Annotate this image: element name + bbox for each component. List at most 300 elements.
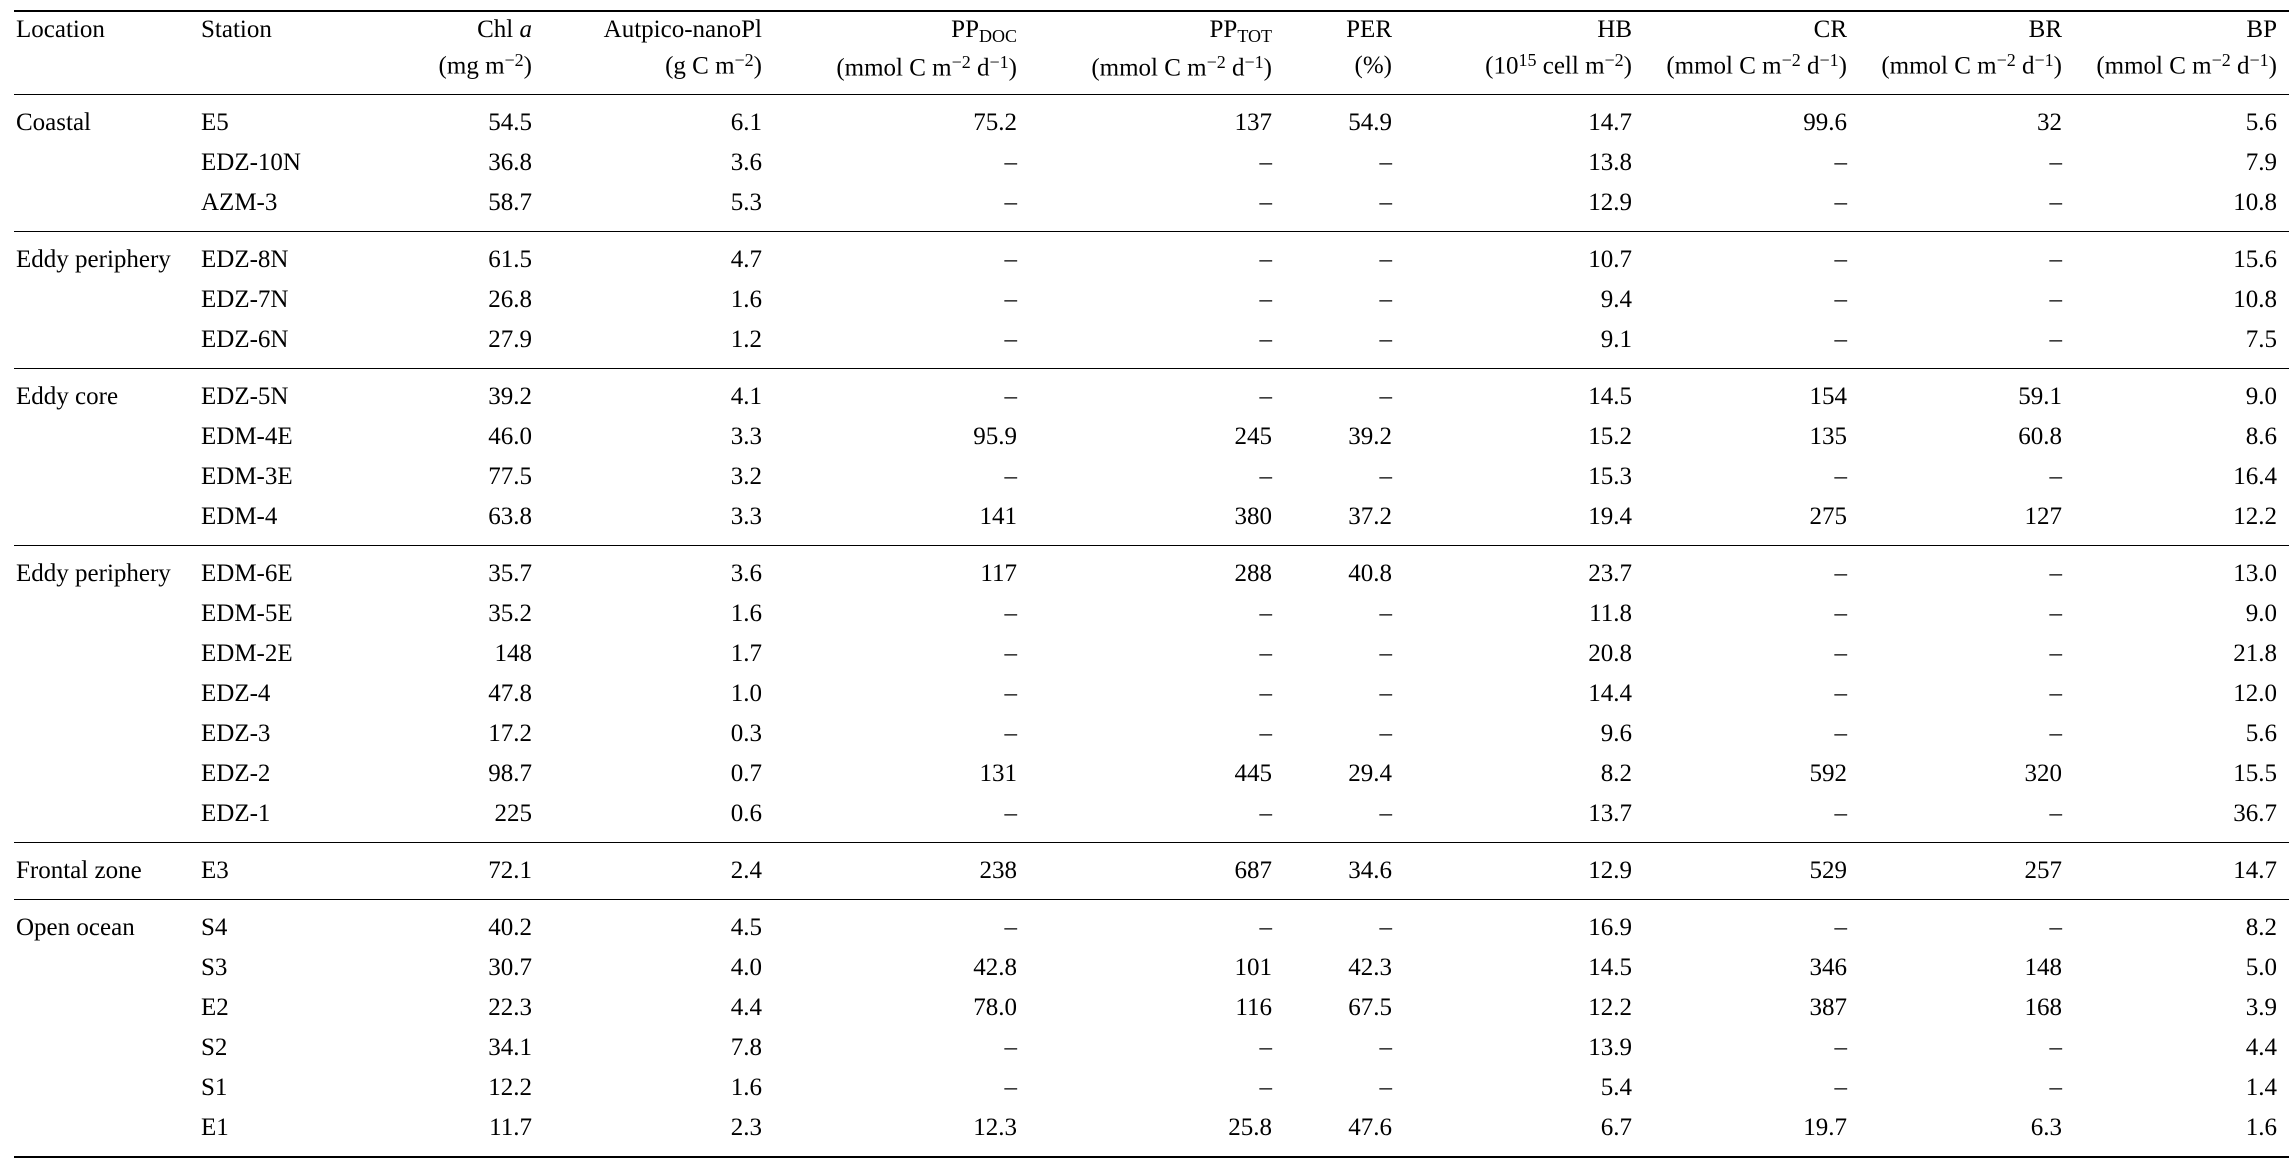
cell-pptot: – (1259, 148, 1272, 176)
cell-pptot: 25.8 (1228, 1113, 1272, 1141)
cell-bp: 5.6 (2074, 94, 2289, 143)
cell-pptot: – (1259, 639, 1272, 667)
cell-hb: 6.7 (1600, 1113, 1632, 1141)
cell-hb: 14.7 (1404, 94, 1644, 143)
cell-pptot: 116 (1235, 993, 1272, 1021)
cell-bp: 5.6 (2245, 719, 2277, 747)
cell-bp: 21.8 (2233, 639, 2277, 667)
cell-station: EDZ-10N (201, 148, 301, 176)
cell-br: 257 (1859, 842, 2074, 899)
cell-pptot: – (1029, 231, 1284, 280)
cell-br: – (2049, 188, 2062, 216)
cell-station: EDM-5E (201, 599, 293, 627)
cell-cr: 592 (1809, 759, 1847, 787)
cell-br: – (2049, 599, 2062, 627)
table-row (14, 368, 2289, 417)
cell-chla: 148 (494, 639, 532, 667)
cell-bp: 15.6 (2074, 231, 2289, 280)
cell-hb: 23.7 (1404, 545, 1644, 594)
cell-cr: 387 (1809, 993, 1847, 1021)
cell-chla: 26.8 (488, 285, 532, 313)
cell-chla: 12.2 (488, 1073, 532, 1101)
cell-per: 67.5 (1348, 993, 1392, 1021)
cell-bp: 7.5 (2245, 325, 2277, 353)
cell-br: 59.1 (1859, 368, 2074, 417)
cell-chla: 72.1 (359, 842, 544, 899)
cell-cr: 154 (1644, 368, 1859, 417)
cell-cr: – (1644, 545, 1859, 594)
cell-hb: 12.9 (1588, 188, 1632, 216)
cell-autpico: 2.3 (730, 1113, 762, 1141)
cell-pptot: – (1259, 679, 1272, 707)
cell-autpico: 3.6 (730, 148, 762, 176)
cell-autpico: 5.3 (730, 188, 762, 216)
table-row (14, 794, 2289, 843)
cell-cr: – (1834, 1073, 1847, 1101)
cell-autpico: 3.3 (730, 502, 762, 530)
cell-autpico: 3.2 (730, 462, 762, 490)
cell-br: 320 (2024, 759, 2062, 787)
cell-bp: 9.0 (2245, 599, 2277, 627)
cell-bp: 13.0 (2074, 545, 2289, 594)
table-row (14, 842, 2289, 899)
cell-chla: 54.5 (359, 94, 544, 143)
cell-cr: – (1834, 599, 1847, 627)
cell-ppdoc: 238 (774, 842, 1029, 899)
cell-location (14, 634, 199, 674)
cell-station: EDZ-1 (201, 799, 271, 827)
cell-chla: 17.2 (488, 719, 532, 747)
cell-ppdoc: 12.3 (973, 1113, 1017, 1141)
cell-cr: 99.6 (1644, 94, 1859, 143)
cell-hb: 5.4 (1600, 1073, 1632, 1101)
table-row (14, 948, 2289, 988)
cell-bp: 36.7 (2233, 799, 2277, 827)
cell-hb: 15.3 (1588, 462, 1632, 490)
cell-chla: 27.9 (488, 325, 532, 353)
cell-station: E2 (201, 993, 229, 1021)
cell-ppdoc: – (1004, 325, 1017, 353)
cell-bp: 8.2 (2074, 899, 2289, 948)
cell-location (14, 714, 199, 754)
column-header-pp-tot: $PP_{TOT}$ (mmol C $m^{-2}$ $d^{-1}$) (1029, 11, 1284, 94)
cell-bp: 1.6 (2245, 1113, 2277, 1141)
cell-per: 37.2 (1348, 502, 1392, 530)
table-row (14, 1028, 2289, 1068)
cell-bp: 5.0 (2245, 953, 2277, 981)
table-row (14, 988, 2289, 1028)
cell-location (14, 754, 199, 794)
cell-br: – (2049, 1073, 2062, 1101)
cell-hb: 14.5 (1588, 953, 1632, 981)
cell-ppdoc: – (1004, 148, 1017, 176)
table-header (14, 11, 2289, 94)
cell-station: S4 (199, 899, 359, 948)
cell-hb: 19.4 (1588, 502, 1632, 530)
column-header-pp-doc: $PP_{DOC}$ (mmol C $m^{-2}$ $d^{-1}$) (774, 11, 1029, 94)
cell-location (14, 320, 199, 369)
cell-per: – (1379, 599, 1392, 627)
cell-autpico: 6.1 (544, 94, 774, 143)
cell-location (14, 594, 199, 634)
cell-per: 54.9 (1284, 94, 1404, 143)
column-header-location: Location (14, 11, 199, 94)
cell-cr: 529 (1644, 842, 1859, 899)
cell-br: – (2049, 325, 2062, 353)
cell-station: S2 (201, 1033, 228, 1061)
table-row (14, 714, 2289, 754)
cell-per: – (1379, 188, 1392, 216)
cell-br: 148 (2024, 953, 2062, 981)
cell-pptot: – (1259, 462, 1272, 490)
cell-station: EDZ-6N (201, 325, 289, 353)
cell-ppdoc: – (1004, 719, 1017, 747)
cell-cr: – (1834, 188, 1847, 216)
cell-br: 32 (1859, 94, 2074, 143)
cell-cr: – (1834, 799, 1847, 827)
cell-station: E5 (199, 94, 359, 143)
cell-location (14, 1028, 199, 1068)
cell-per: 42.3 (1348, 953, 1392, 981)
cell-cr: – (1834, 325, 1847, 353)
cell-location: Frontal zone (14, 842, 199, 899)
cell-autpico: 3.6 (544, 545, 774, 594)
cell-chla: 34.1 (488, 1033, 532, 1061)
cell-station: EDZ-7N (201, 285, 289, 313)
cell-br: – (2049, 679, 2062, 707)
cell-autpico: 1.6 (730, 1073, 762, 1101)
table-row (14, 1108, 2289, 1157)
cell-location: Eddy core (14, 368, 199, 417)
cell-station: EDZ-4 (201, 679, 271, 707)
cell-ppdoc: – (774, 899, 1029, 948)
cell-chla: 39.2 (359, 368, 544, 417)
cell-location (14, 674, 199, 714)
cell-pptot: – (1259, 285, 1272, 313)
cell-pptot: – (1259, 799, 1272, 827)
cell-pptot: – (1259, 325, 1272, 353)
cell-br: 168 (2024, 993, 2062, 1021)
cell-pptot: – (1259, 599, 1272, 627)
cell-bp: 16.4 (2233, 462, 2277, 490)
cell-cr: – (1834, 285, 1847, 313)
table-row (14, 1068, 2289, 1108)
table-row (14, 594, 2289, 634)
cell-station: EDZ-5N (199, 368, 359, 417)
cell-ppdoc: 75.2 (774, 94, 1029, 143)
cell-bp: 10.8 (2233, 285, 2277, 313)
cell-hb: 13.8 (1588, 148, 1632, 176)
cell-autpico: 4.7 (544, 231, 774, 280)
table-row (14, 143, 2289, 183)
column-header-cr: CR (mmol C $m^{-2}$ $d^{-1}$) (1644, 11, 1859, 94)
cell-ppdoc: – (1004, 639, 1017, 667)
cell-ppdoc: 131 (979, 759, 1017, 787)
data-table (14, 10, 2289, 1158)
cell-ppdoc: 141 (979, 502, 1017, 530)
cell-location (14, 417, 199, 457)
cell-station: AZM-3 (201, 188, 278, 216)
cell-ppdoc: – (774, 368, 1029, 417)
cell-ppdoc: – (1004, 599, 1017, 627)
cell-bp: 8.6 (2245, 422, 2277, 450)
cell-station: EDM-3E (201, 462, 293, 490)
cell-hb: 9.4 (1600, 285, 1632, 313)
cell-chla: 46.0 (488, 422, 532, 450)
cell-hb: 9.6 (1600, 719, 1632, 747)
cell-per: – (1379, 1073, 1392, 1101)
cell-pptot: – (1259, 1033, 1272, 1061)
cell-cr: – (1644, 899, 1859, 948)
cell-chla: 63.8 (488, 502, 532, 530)
table-row (14, 457, 2289, 497)
cell-ppdoc: 78.0 (973, 993, 1017, 1021)
cell-br: 6.3 (2030, 1113, 2062, 1141)
cell-br: – (2049, 148, 2062, 176)
cell-cr: – (1834, 1033, 1847, 1061)
cell-per: – (1379, 285, 1392, 313)
table-body (14, 94, 2289, 1158)
cell-hb: 12.2 (1588, 993, 1632, 1021)
cell-br: – (2049, 285, 2062, 313)
cell-hb: 10.7 (1404, 231, 1644, 280)
cell-ppdoc: – (774, 231, 1029, 280)
cell-location (14, 1068, 199, 1108)
cell-chla: 47.8 (488, 679, 532, 707)
table-row (14, 754, 2289, 794)
cell-pptot: 137 (1029, 94, 1284, 143)
cell-bp: 1.4 (2245, 1073, 2277, 1101)
column-header-per: PER (%) (1284, 11, 1404, 94)
cell-ppdoc: – (1004, 1073, 1017, 1101)
cell-ppdoc: – (1004, 799, 1017, 827)
cell-location (14, 457, 199, 497)
cell-chla: 35.2 (488, 599, 532, 627)
cell-pptot: – (1029, 368, 1284, 417)
cell-chla: 22.3 (488, 993, 532, 1021)
cell-location: Eddy periphery (14, 231, 199, 280)
cell-cr: – (1834, 719, 1847, 747)
cell-location: Eddy periphery (14, 545, 199, 594)
cell-location (14, 1108, 199, 1157)
cell-cr: – (1834, 148, 1847, 176)
cell-cr: – (1834, 639, 1847, 667)
cell-per: – (1379, 679, 1392, 707)
cell-station: EDZ-8N (199, 231, 359, 280)
cell-bp: 15.5 (2233, 759, 2277, 787)
cell-autpico: 1.0 (730, 679, 762, 707)
cell-per: – (1284, 368, 1404, 417)
cell-hb: 11.8 (1589, 599, 1632, 627)
table-row (14, 183, 2289, 232)
table-row (14, 545, 2289, 594)
cell-autpico: 0.7 (730, 759, 762, 787)
table-row (14, 320, 2289, 369)
cell-ppdoc: – (1004, 285, 1017, 313)
cell-hb: 16.9 (1404, 899, 1644, 948)
cell-cr: – (1834, 679, 1847, 707)
cell-bp: 9.0 (2074, 368, 2289, 417)
cell-location: Open ocean (14, 899, 199, 948)
cell-station: S3 (201, 953, 228, 981)
cell-br: – (2049, 799, 2062, 827)
cell-station: EDZ-2 (201, 759, 271, 787)
cell-per: 29.4 (1348, 759, 1392, 787)
table-bottom-rule (14, 1157, 2289, 1158)
cell-pptot: 101 (1234, 953, 1272, 981)
column-header-hb: HB ($10^{15}$ cell $m^{-2}$) (1404, 11, 1644, 94)
cell-station: EDZ-3 (201, 719, 271, 747)
cell-br: – (1859, 231, 2074, 280)
cell-ppdoc: – (1004, 188, 1017, 216)
cell-cr: – (1834, 462, 1847, 490)
cell-pptot: – (1029, 899, 1284, 948)
cell-hb: 8.2 (1600, 759, 1632, 787)
cell-br: – (1859, 545, 2074, 594)
cell-pptot: 288 (1029, 545, 1284, 594)
cell-ppdoc: – (1004, 462, 1017, 490)
cell-autpico: 0.6 (730, 799, 762, 827)
cell-hb: 13.9 (1588, 1033, 1632, 1061)
table-row (14, 674, 2289, 714)
table-row (14, 899, 2289, 948)
cell-bp: 4.4 (2245, 1033, 2277, 1061)
table-row (14, 94, 2289, 143)
table-row (14, 231, 2289, 280)
cell-chla: 77.5 (488, 462, 532, 490)
table-row (14, 634, 2289, 674)
cell-pptot: 687 (1029, 842, 1284, 899)
cell-station: EDM-4 (201, 502, 278, 530)
cell-location (14, 183, 199, 232)
cell-chla: 30.7 (488, 953, 532, 981)
cell-bp: 12.2 (2233, 502, 2277, 530)
column-header-autpico-nanopl: Autpico-nanoPl (g C $m^{-2}$) (544, 11, 774, 94)
table-row (14, 417, 2289, 457)
cell-autpico: 4.1 (544, 368, 774, 417)
column-header-br: BR (mmol C $m^{-2}$ $d^{-1}$) (1859, 11, 2074, 94)
cell-autpico: 3.3 (730, 422, 762, 450)
cell-pptot: – (1259, 719, 1272, 747)
cell-autpico: 1.2 (730, 325, 762, 353)
cell-per: – (1379, 799, 1392, 827)
cell-per: – (1379, 719, 1392, 747)
cell-hb: 14.4 (1588, 679, 1632, 707)
cell-chla: 225 (494, 799, 532, 827)
cell-autpico: 4.0 (730, 953, 762, 981)
cell-cr: 275 (1809, 502, 1847, 530)
cell-station: E3 (199, 842, 359, 899)
cell-chla: 35.7 (359, 545, 544, 594)
column-header-chla: Chl a (mg $m^{-2}$) (359, 11, 544, 94)
cell-br: – (1859, 899, 2074, 948)
cell-ppdoc: – (1004, 1033, 1017, 1061)
cell-location (14, 143, 199, 183)
cell-location (14, 948, 199, 988)
cell-ppdoc: 117 (774, 545, 1029, 594)
cell-br: – (2049, 719, 2062, 747)
cell-ppdoc: 42.8 (973, 953, 1017, 981)
cell-bp: 12.0 (2233, 679, 2277, 707)
cell-per: – (1284, 899, 1404, 948)
cell-location: Coastal (14, 94, 199, 143)
cell-station: EDM-4E (201, 422, 293, 450)
cell-cr: – (1644, 231, 1859, 280)
cell-station: S1 (201, 1073, 228, 1101)
cell-station: E1 (201, 1113, 229, 1141)
cell-location (14, 988, 199, 1028)
cell-chla: 11.7 (489, 1113, 532, 1141)
cell-hb: 12.9 (1404, 842, 1644, 899)
cell-br: 60.8 (2018, 422, 2062, 450)
cell-chla: 36.8 (488, 148, 532, 176)
cell-per: – (1379, 325, 1392, 353)
cell-br: – (2049, 1033, 2062, 1061)
cell-chla: 98.7 (488, 759, 532, 787)
cell-cr: 346 (1809, 953, 1847, 981)
cell-chla: 61.5 (359, 231, 544, 280)
cell-location (14, 794, 199, 843)
cell-per: – (1379, 1033, 1392, 1061)
cell-per: 40.8 (1284, 545, 1404, 594)
cell-per: 47.6 (1348, 1113, 1392, 1141)
cell-per: – (1284, 231, 1404, 280)
cell-per: 34.6 (1284, 842, 1404, 899)
cell-ppdoc: 95.9 (973, 422, 1017, 450)
cell-autpico: 4.4 (730, 993, 762, 1021)
cell-hb: 20.8 (1588, 639, 1632, 667)
cell-per: 39.2 (1348, 422, 1392, 450)
cell-pptot: 380 (1234, 502, 1272, 530)
cell-station: EDM-6E (199, 545, 359, 594)
cell-station: EDM-2E (201, 639, 293, 667)
cell-pptot: 245 (1234, 422, 1272, 450)
cell-cr: 135 (1809, 422, 1847, 450)
cell-location (14, 280, 199, 320)
cell-autpico: 1.6 (730, 599, 762, 627)
cell-chla: 58.7 (488, 188, 532, 216)
cell-hb: 9.1 (1600, 325, 1632, 353)
cell-autpico: 1.6 (730, 285, 762, 313)
cell-autpico: 1.7 (730, 639, 762, 667)
header-row (14, 11, 2289, 94)
cell-autpico: 2.4 (544, 842, 774, 899)
cell-autpico: 7.8 (730, 1033, 762, 1061)
cell-bp: 14.7 (2074, 842, 2289, 899)
cell-bp: 10.8 (2233, 188, 2277, 216)
cell-hb: 15.2 (1588, 422, 1632, 450)
cell-location (14, 497, 199, 546)
cell-per: – (1379, 148, 1392, 176)
cell-ppdoc: – (1004, 679, 1017, 707)
cell-per: – (1379, 639, 1392, 667)
cell-pptot: – (1259, 1073, 1272, 1101)
cell-autpico: 0.3 (730, 719, 762, 747)
cell-pptot: 445 (1234, 759, 1272, 787)
cell-pptot: – (1259, 188, 1272, 216)
cell-bp: 3.9 (2245, 993, 2277, 1021)
cell-br: – (2049, 639, 2062, 667)
cell-br: – (2049, 462, 2062, 490)
column-header-bp: BP (mmol C $m^{-2}$ $d^{-1}$) (2074, 11, 2289, 94)
column-header-station: Station (199, 11, 359, 94)
cell-cr: 19.7 (1803, 1113, 1847, 1141)
cell-chla: 40.2 (359, 899, 544, 948)
cell-per: – (1379, 462, 1392, 490)
table-row (14, 497, 2289, 546)
table-row (14, 280, 2289, 320)
cell-hb: 13.7 (1588, 799, 1632, 827)
